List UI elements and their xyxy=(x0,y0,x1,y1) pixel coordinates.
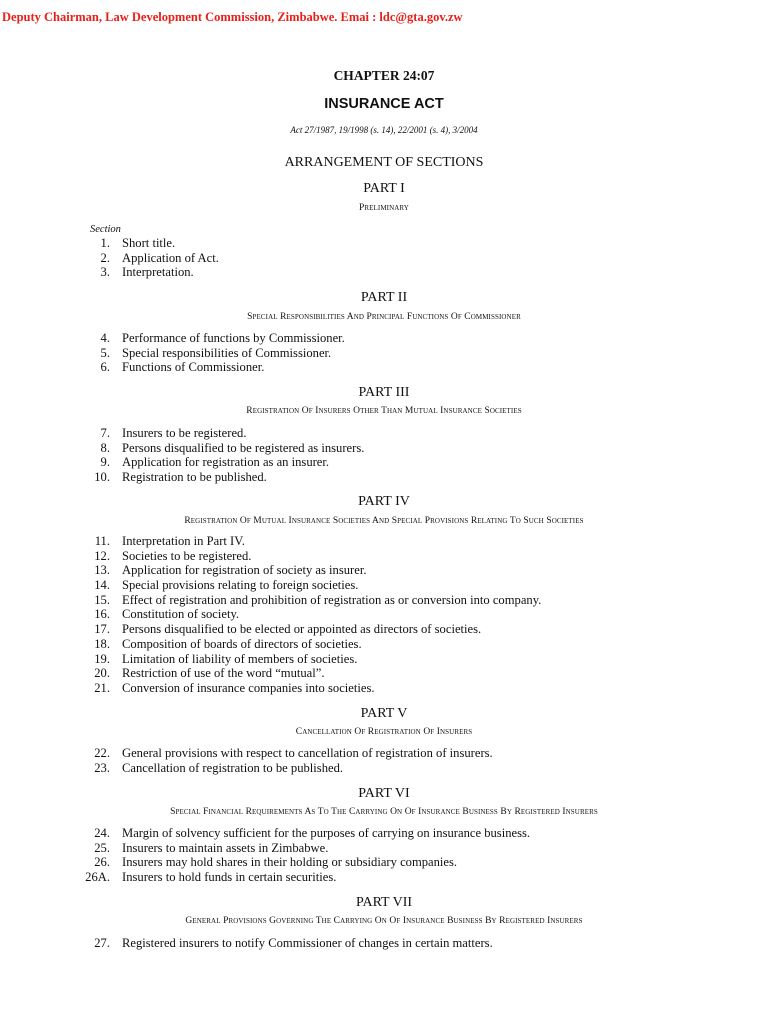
section-number: 4. xyxy=(100,331,110,345)
section-number: 18. xyxy=(94,636,110,651)
section-title: Performance of functions by Commissioner. xyxy=(122,331,345,345)
section-number: 19. xyxy=(94,651,110,666)
part-heading: PART VII xyxy=(355,895,413,910)
part-subtitle: General Provisions Governing The Carrying On Of Insurance Business By Registered Insurers xyxy=(185,916,583,926)
section-number: 24. xyxy=(94,826,110,840)
part-heading: PART II xyxy=(360,290,408,305)
part-subtitle: Special Responsibilities And Principal Functions Of Commissioner xyxy=(247,312,521,322)
section-number: 6. xyxy=(100,360,110,375)
section-number: 22. xyxy=(94,746,110,760)
section-number: 13. xyxy=(94,563,110,578)
act-title: INSURANCE ACT xyxy=(324,96,444,112)
section-title: Persons disqualified to be registered as insurers. xyxy=(122,440,365,455)
part-heading: PART V xyxy=(360,706,408,721)
section-title: Short title. xyxy=(122,236,176,250)
section-number: 11. xyxy=(94,534,110,548)
section-title: General provisions with respect to cancellation of registration of insurers. xyxy=(122,746,493,760)
part-subtitle: Cancellation Of Registration Of Insurers xyxy=(295,727,473,737)
section-number: 3. xyxy=(100,265,110,280)
section-number: 16. xyxy=(94,607,110,622)
section-title: Persons disqualified to be elected or appointed as directors of societies. xyxy=(122,622,482,637)
part-subtitle: Preliminary xyxy=(359,203,409,213)
section-number: 21. xyxy=(94,680,110,695)
section-number: 2. xyxy=(100,250,110,265)
section-number: 27. xyxy=(94,936,110,950)
section-title: Conversion of insurance companies into societies. xyxy=(122,680,375,695)
section-title: Societies to be registered. xyxy=(122,548,252,563)
section-title: Insurers to hold funds in certain securities. xyxy=(122,870,337,885)
part-heading: PART I xyxy=(363,181,405,196)
section-number: 9. xyxy=(100,455,110,470)
section-title: Composition of boards of directors of societies. xyxy=(122,636,362,651)
section-number: 5. xyxy=(100,345,110,360)
section-title: Limitation of liability of members of societies. xyxy=(122,651,358,666)
section-title: Application for registration of society as insurer. xyxy=(122,563,367,578)
section-number: 17. xyxy=(94,622,110,637)
arrangement-heading: ARRANGEMENT OF SECTIONS xyxy=(284,155,484,170)
section-number: 26A. xyxy=(85,870,110,885)
section-title: Application of Act. xyxy=(122,250,219,265)
section-title: Functions of Commissioner. xyxy=(122,360,265,375)
chapter-number: CHAPTER 24:07 xyxy=(333,68,435,83)
section-title: Application for registration as an insurer. xyxy=(122,455,330,470)
section-number: 8. xyxy=(100,440,110,455)
section-number: 23. xyxy=(94,760,110,775)
section-number: 14. xyxy=(94,578,110,593)
section-number: 20. xyxy=(94,666,110,681)
section-number: 25. xyxy=(94,840,110,855)
part-subtitle: Special Financial Requirements As To The Carrying On Of Insurance Business By Registered Insurers xyxy=(170,807,598,817)
section-title: Special provisions relating to foreign societies. xyxy=(122,578,359,593)
section-label: Section xyxy=(90,224,121,235)
section-number: 10. xyxy=(94,470,110,485)
section-number: 1. xyxy=(100,236,110,250)
section-title: Special responsibilities of Commissioner. xyxy=(122,345,332,360)
part-subtitle: Registration Of Mutual Insurance Societies And Special Provisions Relating To Such Societies xyxy=(184,516,584,526)
part-heading: PART IV xyxy=(358,494,410,509)
section-title: Registration to be published. xyxy=(122,470,267,485)
section-title: Constitution of society. xyxy=(122,607,240,622)
header-contact-line: Deputy Chairman, Law Development Commission, Zimbabwe. Emai : ldc@gta.gov.zw xyxy=(2,10,463,24)
section-title: Interpretation. xyxy=(122,265,194,280)
part-heading: PART VI xyxy=(358,786,410,801)
section-title: Restriction of use of the word “mutual”. xyxy=(122,666,325,681)
section-title: Interpretation in Part IV. xyxy=(122,534,245,548)
section-title: Insurers to maintain assets in Zimbabwe. xyxy=(122,840,329,855)
part-subtitle: Registration Of Insurers Other Than Mutual Insurance Societies xyxy=(246,406,522,416)
section-title: Registered insurers to notify Commissioner of changes in certain matters. xyxy=(122,936,493,950)
section-number: 15. xyxy=(94,592,110,607)
section-title: Insurers may hold shares in their holding or subsidiary companies. xyxy=(122,855,458,870)
section-number: 7. xyxy=(100,426,110,440)
part-heading: PART III xyxy=(358,385,410,400)
act-references: Act 27/1987, 19/1998 (s. 14), 22/2001 (s. 4), 3/2004 xyxy=(290,125,478,135)
section-title: Cancellation of registration to be published. xyxy=(122,760,344,775)
section-title: Margin of solvency sufficient for the purposes of carrying on insurance business. xyxy=(122,826,531,840)
section-number: 12. xyxy=(94,548,110,563)
section-number: 26. xyxy=(94,855,110,870)
section-title: Insurers to be registered. xyxy=(122,426,247,440)
section-title: Effect of registration and prohibition of registration as or conversion into company. xyxy=(122,592,542,607)
